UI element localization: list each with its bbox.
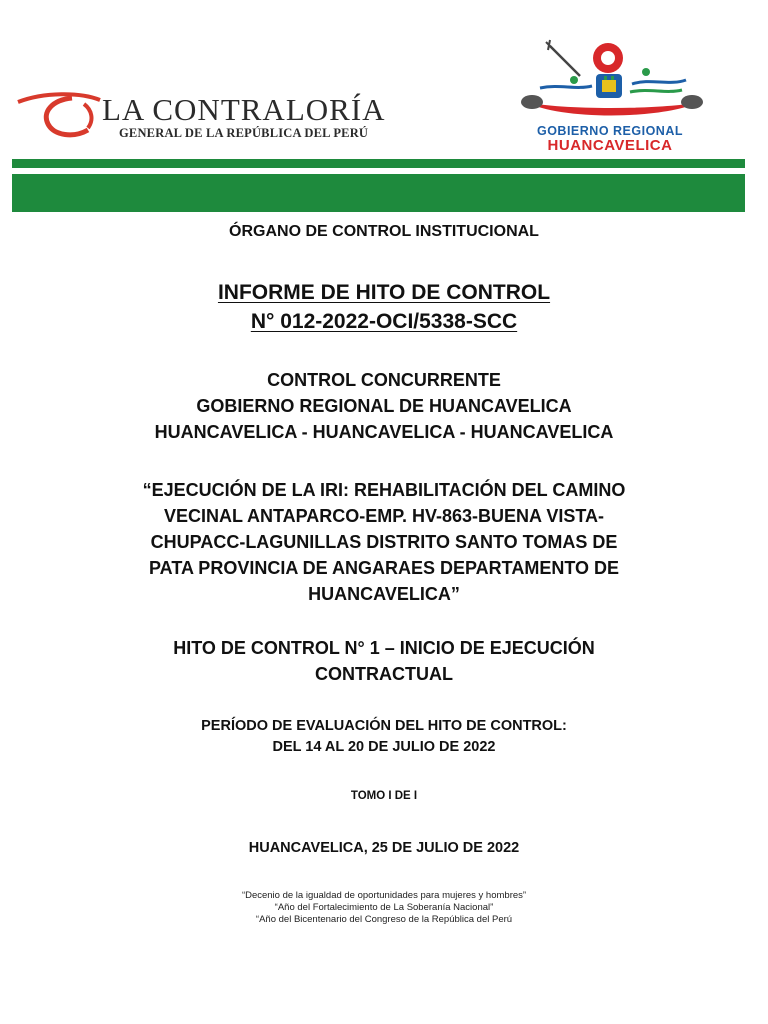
contraloria-title: LA CONTRALORÍA: [102, 92, 386, 127]
gobierno-regional-logo: [510, 36, 710, 158]
evaluation-period: [0, 716, 768, 758]
project-line: PATA PROVINCIA DE ANGARAES DEPARTAMENTO DE: [148, 558, 620, 578]
office-name: ÓRGANO DE CONTROL INSTITUCIONAL: [229, 223, 539, 240]
gobierno-regional-line2: HUANCAVELICA: [547, 137, 673, 154]
report-title: [0, 278, 768, 336]
contraloria-emblem-icon: [14, 90, 106, 142]
volume-label: TOMO I DE I: [350, 790, 418, 802]
header-band-thin: [12, 159, 745, 168]
control-line: GOBIERNO REGIONAL DE HUANCAVELICA: [196, 396, 572, 416]
place-date: HUANCAVELICA, 25 DE JULIO DE 2022: [248, 840, 520, 856]
project-title: [0, 477, 768, 607]
header-band-thick: [12, 174, 745, 212]
period-line: DEL 14 AL 20 DE JULIO DE 2022: [272, 739, 496, 755]
footer-line: “Decenio de la igualdad de oportunidades para mujeres y hombres”: [241, 890, 527, 901]
gobierno-regional-line1: GOBIERNO REGIONAL: [536, 124, 683, 138]
control-line: CONTROL CONCURRENTE: [267, 370, 501, 390]
milestone-line: CONTRACTUAL: [315, 664, 453, 684]
footer-line: “Año del Fortalecimiento de La Soberanía Nacional”: [274, 902, 494, 913]
footer-line: “Año del Bicentenario del Congreso de la República del Perú: [255, 914, 513, 925]
contraloria-logo: [14, 86, 386, 156]
control-line: HUANCAVELICA - HUANCAVELICA - HUANCAVELICA: [154, 422, 614, 442]
gobierno-regional-emblem-icon: [510, 36, 710, 122]
milestone-title: [0, 635, 768, 687]
project-line: HUANCAVELICA”: [308, 584, 460, 604]
contraloria-subtitle: GENERAL DE LA REPÚBLICA DEL PERÚ: [119, 126, 369, 140]
control-block: [0, 367, 768, 445]
project-line: CHUPACC-LAGUNILLAS DISTRITO SANTO TOMAS DE: [150, 532, 618, 552]
report-title-line1: INFORME DE HITO DE CONTROL: [217, 281, 551, 304]
milestone-line: HITO DE CONTROL N° 1 – INICIO DE EJECUCIÓN: [173, 638, 595, 658]
project-line: “EJECUCIÓN DE LA IRI: REHABILITACIÓN DEL CAMINO: [142, 480, 626, 500]
period-line: PERÍODO DE EVALUACIÓN DEL HITO DE CONTROL:: [201, 718, 567, 734]
project-line: VECINAL ANTAPARCO-EMP. HV-863-BUENA VISTA-: [163, 506, 605, 526]
footer-mottos: [0, 890, 768, 926]
report-title-line2: N° 012-2022-OCI/5338-SCC: [250, 310, 518, 333]
